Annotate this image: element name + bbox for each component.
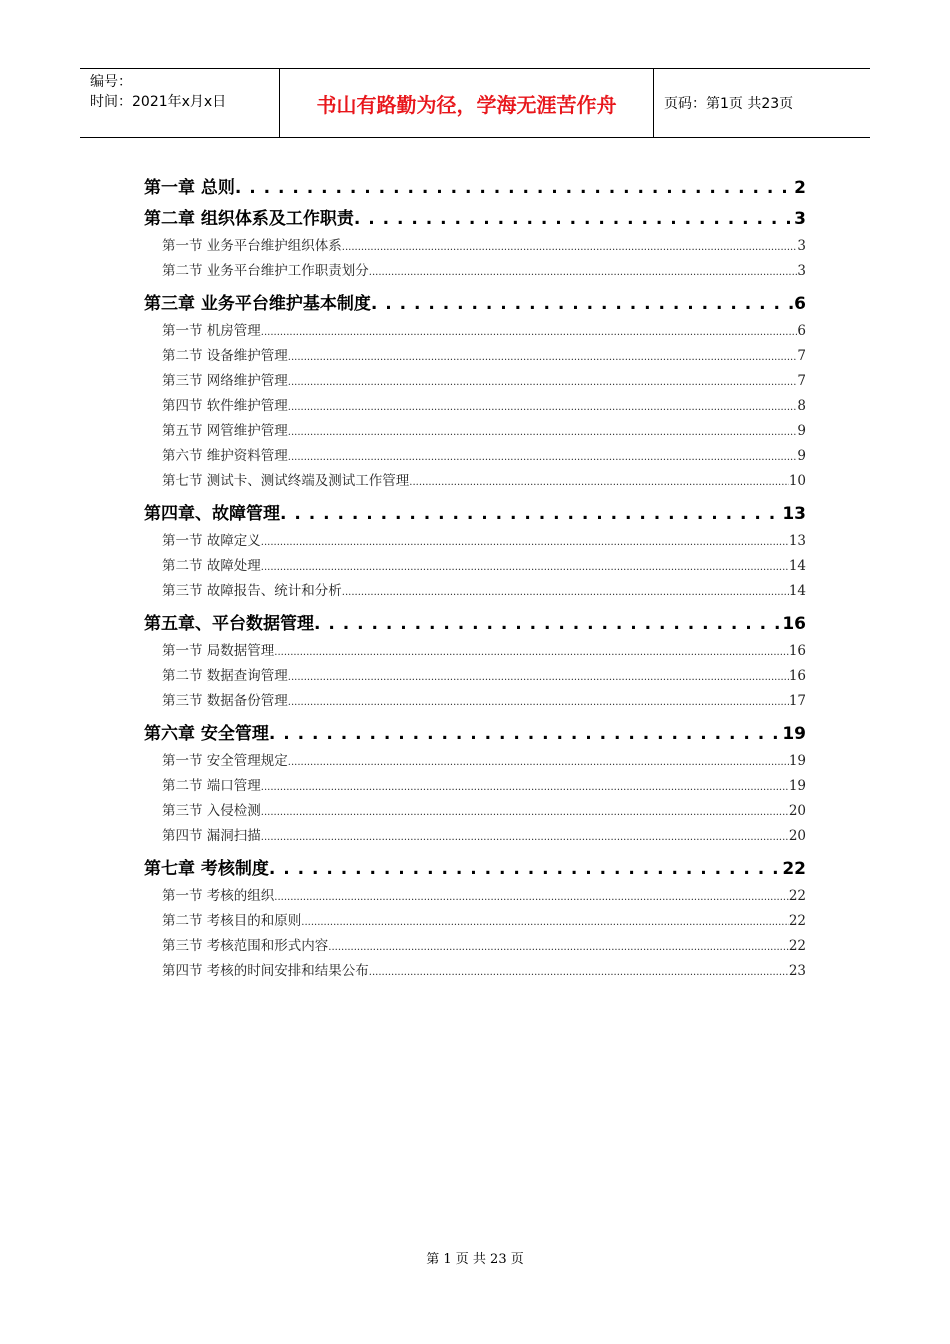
toc-section-title: 第一节 机房管理 bbox=[162, 323, 261, 339]
toc-leader-dots bbox=[369, 963, 789, 979]
toc-section-entry[interactable] bbox=[144, 394, 806, 419]
header-motto: 书山有路勤为径，学海无涯苦作舟 bbox=[280, 69, 654, 137]
toc-leader-dots bbox=[288, 753, 789, 769]
toc-section-page: 3 bbox=[797, 238, 806, 254]
toc-section-title: 第二节 考核目的和原则 bbox=[162, 913, 302, 929]
toc-section-page: 13 bbox=[788, 533, 806, 549]
toc-section-title: 第三节 数据备份管理 bbox=[162, 693, 288, 709]
toc-chapter-entry[interactable] bbox=[144, 719, 806, 745]
toc-leader-dots bbox=[354, 209, 794, 229]
toc-leader-dots bbox=[288, 348, 798, 364]
toc-chapter-entry[interactable] bbox=[144, 854, 806, 880]
toc-section-title: 第三节 故障报告、统计和分析 bbox=[162, 583, 342, 599]
toc-section-entry[interactable] bbox=[144, 469, 806, 494]
toc-chapter-title: 第二章 组织体系及工作职责 bbox=[144, 209, 354, 229]
toc-section-page: 23 bbox=[788, 963, 806, 979]
toc-section-entry[interactable] bbox=[144, 344, 806, 369]
toc-chapter-title: 第七章 考核制度 bbox=[144, 859, 269, 879]
toc-section-page: 19 bbox=[788, 753, 806, 769]
toc-section-page: 6 bbox=[797, 323, 806, 339]
toc-section-title: 第四节 漏洞扫描 bbox=[162, 828, 261, 844]
toc-section-title: 第四节 考核的时间安排和结果公布 bbox=[162, 963, 369, 979]
toc-chapter-page: 13 bbox=[782, 504, 806, 524]
toc-section-page: 9 bbox=[797, 423, 806, 439]
toc-leader-dots bbox=[261, 323, 798, 339]
toc-section-page: 17 bbox=[788, 693, 806, 709]
toc-leader-dots bbox=[235, 178, 794, 198]
toc-leader-dots bbox=[288, 423, 798, 439]
toc-leader-dots bbox=[288, 668, 789, 684]
toc-leader-dots bbox=[371, 294, 794, 314]
toc-section-page: 14 bbox=[788, 558, 806, 574]
toc-chapter-entry[interactable] bbox=[144, 609, 806, 635]
toc-section-title: 第一节 业务平台维护组织体系 bbox=[162, 238, 342, 254]
page-footer: 第 1 页 共 23 页 bbox=[426, 1252, 524, 1267]
toc-section-entry[interactable] bbox=[144, 774, 806, 799]
toc-section-page: 3 bbox=[797, 263, 806, 279]
toc-section-page: 16 bbox=[788, 668, 806, 684]
toc-section-title: 第三节 入侵检测 bbox=[162, 803, 261, 819]
page-header bbox=[80, 68, 870, 138]
toc-section-page: 22 bbox=[788, 938, 806, 954]
toc-leader-dots bbox=[409, 473, 789, 489]
toc-section-title: 第二节 设备维护管理 bbox=[162, 348, 288, 364]
toc-section-entry[interactable] bbox=[144, 749, 806, 774]
toc-section-page: 7 bbox=[797, 348, 806, 364]
toc-chapter-title: 第三章 业务平台维护基本制度 bbox=[144, 294, 371, 314]
toc-chapter-page: 16 bbox=[782, 614, 806, 634]
toc-leader-dots bbox=[274, 888, 789, 904]
toc-chapter-entry[interactable] bbox=[144, 499, 806, 525]
toc-leader-dots bbox=[261, 533, 789, 549]
toc-section-page: 20 bbox=[788, 803, 806, 819]
toc-leader-dots bbox=[288, 373, 798, 389]
toc-section-title: 第三节 网络维护管理 bbox=[162, 373, 288, 389]
toc-section-entry[interactable] bbox=[144, 664, 806, 689]
toc-leader-dots bbox=[274, 643, 789, 659]
toc-section-title: 第一节 安全管理规定 bbox=[162, 753, 288, 769]
toc-leader-dots bbox=[269, 859, 782, 879]
toc-section-page: 7 bbox=[797, 373, 806, 389]
toc-chapter-entry[interactable] bbox=[144, 204, 806, 230]
toc-section-page: 9 bbox=[797, 448, 806, 464]
toc-section-title: 第二节 数据查询管理 bbox=[162, 668, 288, 684]
number-label: 编号： bbox=[90, 74, 132, 90]
toc-leader-dots bbox=[301, 913, 789, 929]
toc-leader-dots bbox=[328, 938, 789, 954]
toc-section-title: 第二节 端口管理 bbox=[162, 778, 261, 794]
toc-section-entry[interactable] bbox=[144, 824, 806, 849]
toc-chapter-page: 19 bbox=[782, 724, 806, 744]
toc-section-entry[interactable] bbox=[144, 689, 806, 714]
toc-section-entry[interactable] bbox=[144, 369, 806, 394]
toc-section-entry[interactable] bbox=[144, 959, 806, 984]
toc-section-entry[interactable] bbox=[144, 579, 806, 604]
date-label: 时间：2021年x月x日 bbox=[90, 94, 227, 110]
table-of-contents bbox=[144, 168, 806, 984]
toc-section-title: 第五节 网管维护管理 bbox=[162, 423, 288, 439]
toc-section-page: 16 bbox=[788, 643, 806, 659]
toc-leader-dots bbox=[288, 398, 798, 414]
toc-chapter-page: 2 bbox=[794, 178, 806, 198]
toc-section-title: 第一节 故障定义 bbox=[162, 533, 261, 549]
toc-section-page: 19 bbox=[788, 778, 806, 794]
toc-chapter-title: 第五章、平台数据管理 bbox=[144, 614, 314, 634]
toc-section-title: 第三节 考核范围和形式内容 bbox=[162, 938, 329, 954]
header-meta bbox=[80, 69, 280, 137]
toc-chapter-page: 6 bbox=[794, 294, 806, 314]
toc-section-title: 第二节 业务平台维护工作职责划分 bbox=[162, 263, 369, 279]
toc-section-title: 第一节 局数据管理 bbox=[162, 643, 275, 659]
toc-leader-dots bbox=[369, 263, 798, 279]
toc-section-entry[interactable] bbox=[144, 934, 806, 959]
toc-leader-dots bbox=[261, 558, 789, 574]
toc-section-title: 第四节 软件维护管理 bbox=[162, 398, 288, 414]
toc-chapter-title: 第六章 安全管理 bbox=[144, 724, 269, 744]
toc-section-page: 22 bbox=[788, 913, 806, 929]
toc-section-entry[interactable] bbox=[144, 554, 806, 579]
toc-leader-dots bbox=[342, 238, 798, 254]
toc-section-page: 8 bbox=[797, 398, 806, 414]
toc-leader-dots bbox=[269, 724, 782, 744]
toc-section-entry[interactable] bbox=[144, 234, 806, 259]
toc-section-entry[interactable] bbox=[144, 419, 806, 444]
toc-section-title: 第一节 考核的组织 bbox=[162, 888, 275, 904]
header-page-info: 页码：第1页 共23页 bbox=[664, 96, 794, 112]
toc-section-entry[interactable] bbox=[144, 884, 806, 909]
toc-section-entry[interactable] bbox=[144, 799, 806, 824]
toc-section-title: 第六节 维护资料管理 bbox=[162, 448, 288, 464]
toc-chapter-page: 3 bbox=[794, 209, 806, 229]
toc-section-page: 22 bbox=[788, 888, 806, 904]
toc-leader-dots bbox=[261, 778, 789, 794]
toc-chapter-entry[interactable] bbox=[144, 173, 806, 199]
toc-section-entry[interactable] bbox=[144, 639, 806, 664]
toc-leader-dots bbox=[288, 693, 789, 709]
toc-section-entry[interactable] bbox=[144, 259, 806, 284]
toc-leader-dots bbox=[342, 583, 789, 599]
toc-section-page: 14 bbox=[788, 583, 806, 599]
toc-chapter-title: 第四章、故障管理 bbox=[144, 504, 280, 524]
toc-section-entry[interactable] bbox=[144, 319, 806, 344]
toc-section-entry[interactable] bbox=[144, 909, 806, 934]
toc-leader-dots bbox=[280, 504, 782, 524]
toc-chapter-entry[interactable] bbox=[144, 289, 806, 315]
toc-leader-dots bbox=[288, 448, 798, 464]
toc-section-title: 第七节 测试卡、测试终端及测试工作管理 bbox=[162, 473, 410, 489]
toc-section-page: 20 bbox=[788, 828, 806, 844]
toc-leader-dots bbox=[314, 614, 782, 634]
toc-section-title: 第二节 故障处理 bbox=[162, 558, 261, 574]
toc-leader-dots bbox=[261, 828, 789, 844]
toc-chapter-title: 第一章 总则 bbox=[144, 178, 235, 198]
toc-section-page: 10 bbox=[788, 473, 806, 489]
toc-section-entry[interactable] bbox=[144, 529, 806, 554]
toc-chapter-page: 22 bbox=[782, 859, 806, 879]
toc-leader-dots bbox=[261, 803, 789, 819]
toc-section-entry[interactable] bbox=[144, 444, 806, 469]
